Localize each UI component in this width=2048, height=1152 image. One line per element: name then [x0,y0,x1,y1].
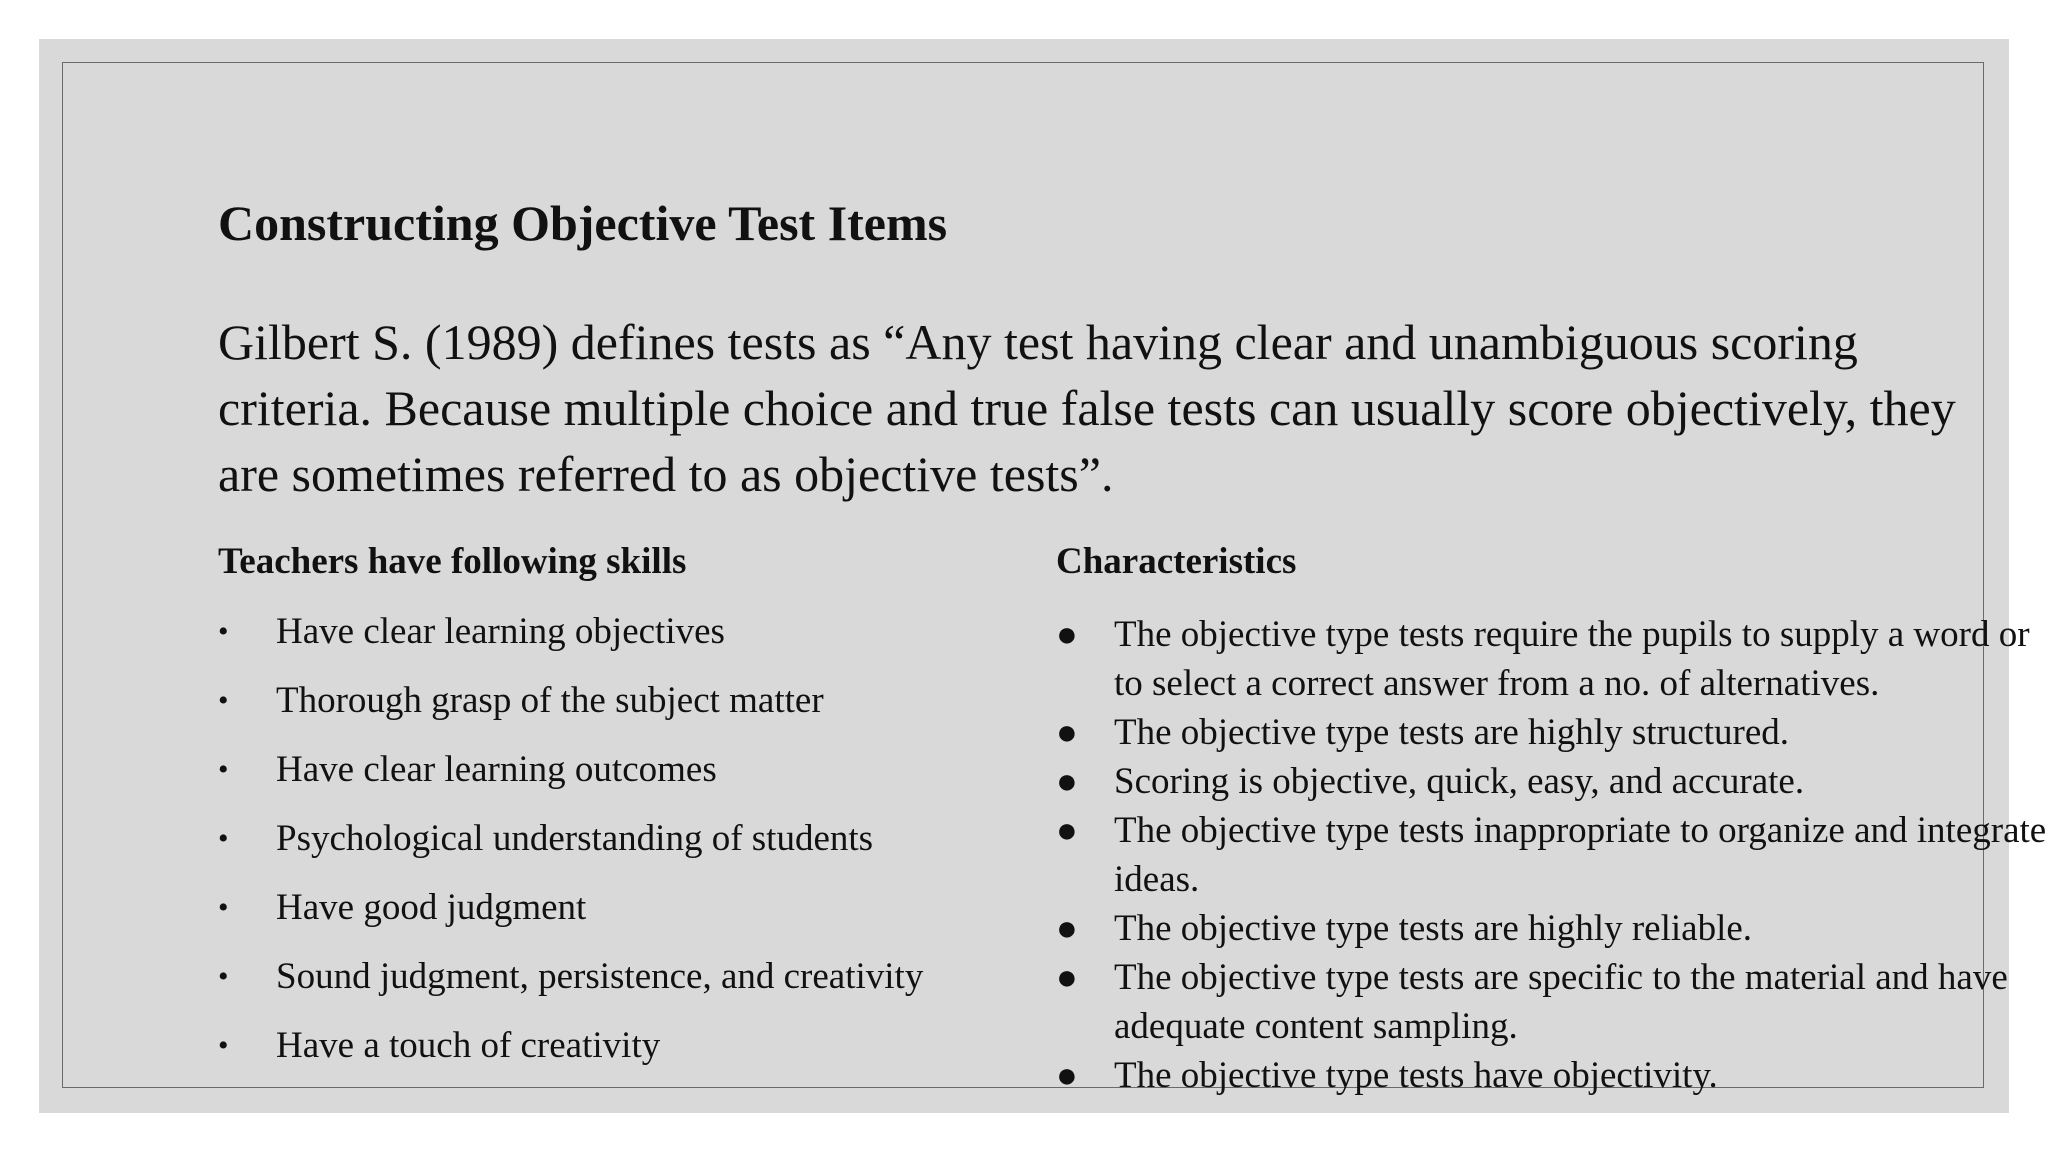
bullet-icon: ● [1056,712,1078,752]
bullet-icon: ● [1056,810,1078,850]
bullet-icon: • [218,1029,229,1062]
skill-text: Have a touch of creativity [276,1025,661,1066]
characteristic-text: The objective type tests have objectivity. [1114,1055,1718,1096]
characteristic-text: The objective type tests inappropriate to organize and integrate ideas. [1114,810,2047,900]
bullet-icon: ● [1056,1055,1078,1095]
skill-text: Sound judgment, persistence, and creativity [276,956,924,997]
characteristics-list-item [1056,610,2048,708]
characteristics-heading: Characteristics [1056,541,1297,582]
characteristic-text: Scoring is objective, quick, easy, and accurate. [1114,761,1805,802]
skills-list-item [218,679,1018,723]
skills-list-item [218,817,1018,861]
slide-title: Constructing Objective Test Items [218,195,948,251]
bullet-icon: ● [1056,761,1078,801]
slide-content [218,63,2047,1096]
bullet-icon: ● [1056,614,1078,654]
slide [39,39,2047,1113]
bullet-icon: • [218,615,229,648]
bullet-icon: • [218,891,229,924]
bullet-icon: • [218,960,229,993]
skills-list-item [218,1024,1018,1068]
skill-text: Have clear learning outcomes [276,749,717,790]
characteristic-text: The objective type tests are highly reliable. [1114,908,1753,949]
characteristic-text: The objective type tests are specific to the material and have adequate content sampling. [1114,957,2008,1047]
intro-paragraph: Gilbert S. (1989) defines tests as “Any test having clear and unambiguous scoring criteria. Because multiple choice and true false tests can usually score objectively, they are sometimes referred to as objective tests”. [218,314,1956,502]
characteristics-list-item [1056,1051,2048,1100]
skills-heading: Teachers have following skills [218,541,687,582]
bullet-icon: • [218,753,229,786]
characteristics-list [1056,610,2048,1100]
skills-list-item [218,748,1018,792]
characteristics-list-item [1056,904,2048,953]
skill-text: Have good judgment [276,887,587,928]
skills-list [218,610,1018,1068]
characteristics-list-item [1056,757,2048,806]
characteristics-section [1056,540,2048,1100]
bullet-icon: ● [1056,908,1078,948]
characteristics-list-item [1056,806,2048,904]
skill-text: Have clear learning objectives [276,611,725,652]
skill-text: Psychological understanding of students [276,818,874,859]
slide-frame [62,62,2047,1096]
characteristics-list-item [1056,953,2048,1051]
characteristic-text: The objective type tests require the pupils to supply a word or to select a correct answer from a no. of alternatives. [1114,614,2030,704]
skill-text: Thorough grasp of the subject matter [276,680,824,721]
characteristic-text: The objective type tests are highly structured. [1114,712,1790,753]
skills-list-item [218,610,1018,654]
skills-list-item [218,955,1018,999]
bullet-icon: ● [1056,957,1078,997]
skills-list-item [218,886,1018,930]
skills-section [218,540,1018,1093]
bullet-icon: • [218,684,229,717]
characteristics-list-item [1056,708,2048,757]
bullet-icon: • [218,822,229,855]
